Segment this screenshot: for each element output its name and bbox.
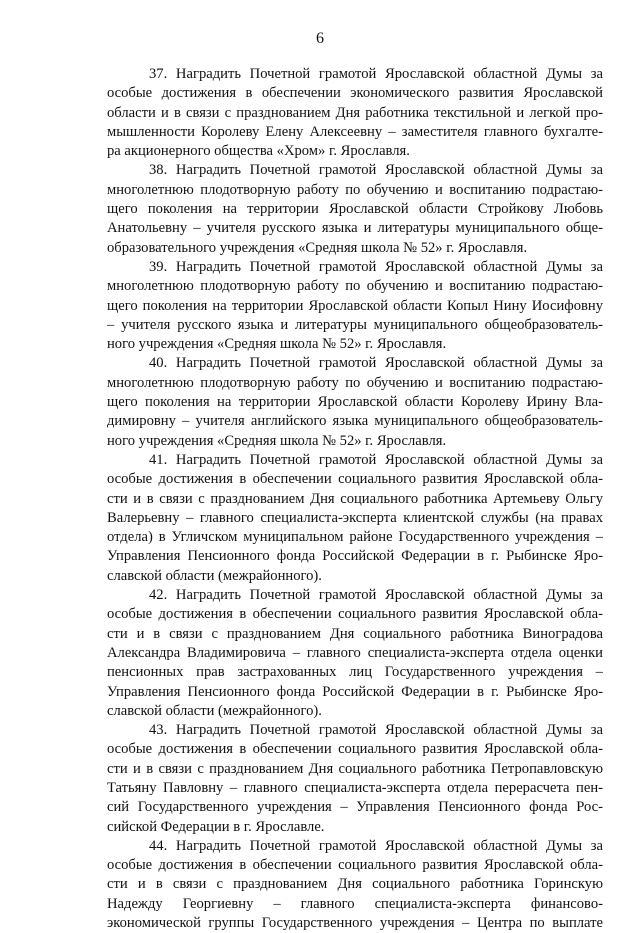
paragraph-line: особые достижения в обеспечении социального развития Ярославской обла- (107, 606, 603, 623)
paragraph-heading-line: 44. Наградить Почетной грамотой Ярославской областной Думы за (149, 837, 603, 854)
paragraph-heading-line: 43. Наградить Почетной грамотой Ярославской областной Думы за (149, 722, 603, 739)
document-body (107, 65, 603, 933)
paragraph-heading-line: 38. Наградить Почетной грамотой Ярославской областной Думы за (149, 162, 603, 179)
paragraph-line: щего поколения на территории Ярославской области Королеву Ирину Вла- (107, 394, 603, 411)
paragraph-line: образовательного учреждения «Средняя школа № 52» г. Ярославля. (107, 239, 528, 256)
paragraph-line: – учителя русского языка и литературы муниципального общеобразователь- (107, 316, 603, 333)
paragraph-item (107, 451, 603, 586)
paragraph-line: ного учреждения «Средняя школа № 52» г. Ярославля. (107, 432, 447, 449)
paragraph-line: славской области (межрайонного). (107, 702, 322, 719)
paragraph-item (107, 586, 603, 721)
paragraph-heading-line: 37. Наградить Почетной грамотой Ярославской областной Думы за (149, 66, 603, 82)
paragraph-line: славской области (межрайонного). (107, 567, 322, 584)
paragraph-heading-line: 42. Наградить Почетной грамотой Ярославской областной Думы за (149, 587, 603, 604)
paragraph-line: многолетнюю плодотворную работу по обучению и воспитанию подрастаю- (107, 181, 603, 198)
paragraph-line: Татьяну Павловну – главного специалиста-эксперта отдела перерасчета пен- (107, 779, 603, 796)
paragraph-line: отдела) в Угличском муниципальном районе Государственного учреждения – (107, 529, 603, 546)
paragraph-line: Надежду Георгиевну – главного специалиста-эксперта финансово- (107, 895, 603, 912)
paragraph-line: ного учреждения «Средняя школа № 52» г. Ярославля. (107, 336, 447, 353)
paragraph-line: сийской Федерации в г. Ярославле. (107, 818, 325, 835)
paragraph-line: особые достижения в обеспечении социального развития Ярославской обла- (107, 471, 603, 488)
paragraph-line: щего поколения на территории Ярославской области Копыл Нину Иосифовну (107, 297, 603, 314)
paragraph-line: особые достижения в обеспечении социального развития Ярославской обла- (107, 857, 603, 874)
paragraph-line: особые достижения в обеспечении социального развития Ярославской обла- (107, 741, 603, 758)
paragraph-line: Александра Владимировича – главного специалиста-эксперта отдела оценки (107, 644, 603, 661)
paragraph-line: сий Государственного учреждения – Управления Пенсионного фонда Рос- (107, 799, 603, 816)
paragraph-line: пенсионных прав застрахованных лиц Государственного учреждения – (107, 664, 603, 681)
paragraph-line: сти и в связи с празднованием Дня социального работника Горинскую (107, 876, 603, 893)
paragraph-item (107, 354, 603, 450)
paragraph-heading-line: 41. Наградить Почетной грамотой Ярославской областной Думы за (149, 451, 603, 468)
paragraph-line: сти и в связи с празднованием Дня социального работника Виноградова (107, 625, 603, 642)
paragraph-item (107, 721, 603, 837)
paragraph-line: особые достижения в обеспечении экономического развития Ярославской (107, 85, 603, 102)
paragraph-line: области и в связи с празднованием Дня работника текстильной и легкой про- (107, 104, 603, 121)
paragraph-line: многолетнюю плодотворную работу по обучению и воспитанию подрастаю- (107, 278, 603, 295)
paragraph-item (107, 161, 603, 257)
paragraph-heading-line: 40. Наградить Почетной грамотой Ярославской областной Думы за (149, 355, 603, 372)
paragraph-line: Валерьевну – главного специалиста-эксперта клиентской службы (на правах (107, 509, 603, 526)
paragraph-line: сти и в связи с празднованием Дня социального работника Петропавловскую (107, 760, 603, 777)
paragraph-line: экономической группы Государственного учреждения – Центра по выплате (107, 915, 603, 932)
paragraph-line: Управления Пенсионного фонда Российской Федерации в г. Рыбинске Яро- (107, 683, 603, 700)
paragraph-line: Анатольевну – учителя русского языка и литературы муниципального обще- (107, 220, 603, 237)
paragraph-line: мышленности Королеву Елену Алексеевну – заместителя главного бухгалте- (107, 123, 603, 140)
paragraph-line: ра акционерного общества «Хром» г. Ярославля. (107, 143, 410, 160)
paragraph-line: димировну – учителя английского языка муниципального общеобразователь- (107, 413, 603, 430)
paragraph-line: Управления Пенсионного фонда Российской Федерации в г. Рыбинске Яро- (107, 548, 603, 565)
paragraph-line: многолетнюю плодотворную работу по обучению и воспитанию подрастаю- (107, 374, 603, 391)
paragraph-item (107, 837, 603, 933)
paragraph-line: сти и в связи с празднованием Дня социального работника Артемьеву Ольгу (107, 490, 603, 507)
paragraph-item (107, 258, 603, 354)
paragraph-heading-line: 39. Наградить Почетной грамотой Ярославской областной Думы за (149, 258, 603, 275)
paragraph-item (107, 65, 603, 161)
page-number: 6 (316, 30, 324, 47)
paragraph-line: щего поколения на территории Ярославской области Стройкову Любовь (107, 201, 603, 218)
